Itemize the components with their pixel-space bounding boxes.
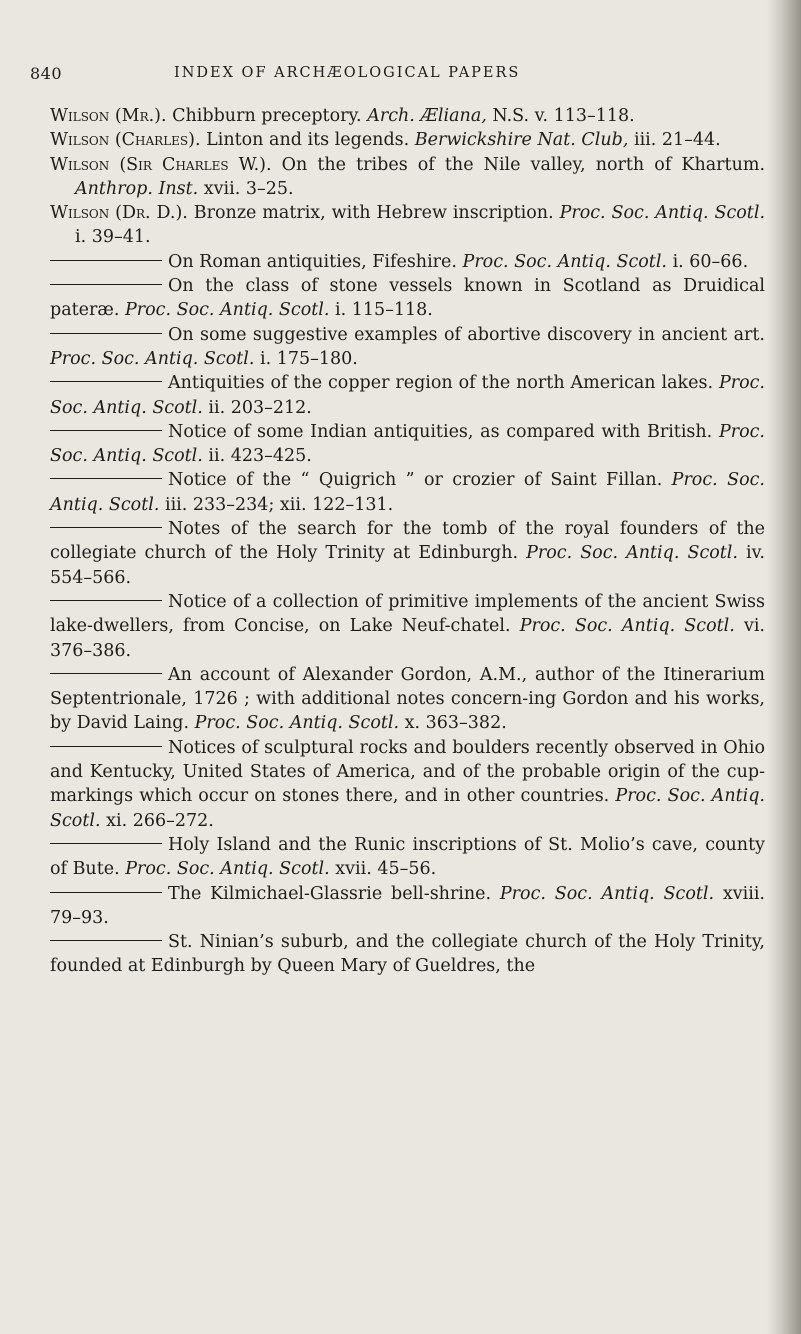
index-entry — [50, 201, 766, 250]
index-entry — [50, 882, 765, 931]
index-entry — [50, 128, 765, 152]
entry-title: On some suggestive examples of abortive discovery in ancient art. — [168, 324, 765, 345]
ditto-dash — [50, 940, 162, 941]
entry-source: Proc. Soc. Antiq. Scotl. — [50, 470, 765, 515]
running-title: INDEX OF ARCHÆOLOGICAL PAPERS — [174, 65, 521, 81]
entry-title: Holy Island and the Runic inscriptions of St. Molio’s cave, county of Bute. — [50, 834, 765, 880]
index-entry — [50, 104, 765, 128]
page-number: 840 — [30, 64, 63, 83]
ditto-dash — [50, 746, 162, 747]
entry-ref: iii. 21–44. — [633, 130, 721, 151]
entry-title: Notices of sculptural rocks and boulders recently observed in Ohio and Kentucky, United States of America, and of the probable origin of the cup-markings which occur on stones there, and in other countries. — [50, 737, 765, 807]
index-entry — [50, 590, 765, 663]
entry-title: An account of Alexander Gordon, A.M., author of the Itinerarium Septentrionale, 1726 ; with additional notes concern-ing Gordon and his works, by David Laing. — [50, 664, 765, 734]
entry-ref: ii. 203–212. — [208, 397, 312, 418]
entry-source: Arch. Æliana, — [367, 106, 487, 126]
index-entry — [50, 833, 765, 882]
entry-ref: iii. 233–234; xii. 122–131. — [164, 494, 394, 515]
ditto-dash — [50, 381, 162, 382]
entry-title: On the class of stone vessels known in Scotland as Druidical pateræ. — [50, 276, 765, 321]
entry-ref: xvii. 45–56. — [335, 859, 437, 880]
index-entry — [50, 153, 766, 202]
ditto-dash — [50, 284, 162, 285]
entry-ref: ii. 423–425. — [208, 446, 312, 467]
entry-ref: N.S. v. 113–118. — [492, 106, 635, 126]
entry-ref: i. 60–66. — [672, 251, 749, 272]
entry-source: Proc. Soc. Antiq. Scotl. — [50, 348, 255, 369]
ditto-dash — [50, 843, 162, 844]
entry-title: Antiquities of the copper region of the north American lakes. — [168, 373, 714, 394]
entry-source: Anthrop. Inst. — [75, 178, 199, 199]
index-entry — [50, 274, 765, 323]
entry-source: Proc. Soc. Antiq. Scotl. — [194, 713, 400, 734]
entry-source: Proc. Soc. Antiq. Scotl. — [526, 543, 738, 564]
entry-ref: xi. 266–272. — [106, 810, 214, 831]
index-entry — [50, 517, 765, 590]
entry-source: Proc. Soc. Antiq. Scotl. — [125, 859, 330, 880]
index-entry — [50, 371, 765, 420]
entry-source: Proc. Soc. Antiq. Scotl. — [462, 251, 667, 272]
entry-title: Notice of some Indian antiquities, as compared with British. — [168, 421, 713, 442]
entry-title: Linton and its legends. — [206, 130, 410, 151]
entry-author: Wilson (Mr.). — [50, 106, 167, 126]
entry-title: Notes of the search for the tomb of the royal founders of the collegiate church of the Holy Trinity at Edinburgh. — [50, 519, 765, 564]
entry-ref: iv. 554–566. — [50, 543, 765, 588]
index-entry — [50, 930, 765, 979]
ditto-dash — [50, 600, 162, 601]
entry-source: Proc. Soc. Antiq. Scotl. — [559, 203, 766, 224]
index-entry — [50, 420, 765, 469]
index-entry — [50, 250, 765, 274]
ditto-dash — [50, 260, 162, 261]
entry-title: Chibburn preceptory. — [172, 106, 362, 126]
entry-ref: xviii. 79–93. — [50, 883, 765, 928]
entry-source: Proc. Soc. Antiq. Scotl. — [124, 300, 330, 321]
entry-source: Proc. Soc. Antiq. Scotl. — [50, 786, 765, 831]
entry-ref: i. 175–180. — [260, 348, 358, 369]
entry-source: Proc. Soc. Antiq. Scotl. — [50, 373, 765, 418]
entry-title: Notice of the “ Quigrich ” or crozier of Saint Fillan. — [168, 470, 663, 491]
entry-ref: i. 39–41. — [75, 227, 151, 248]
page-header — [0, 64, 801, 88]
index-entry — [50, 736, 765, 833]
entry-ref: i. 115–118. — [335, 300, 433, 321]
entry-source: Berwickshire Nat. Club, — [414, 130, 629, 151]
index-entry — [50, 468, 765, 517]
entry-title: St. Ninian’s suburb, and the collegiate church of the Holy Trinity, founded at Edinburgh by Queen Mary of Gueldres, the — [50, 932, 765, 977]
entry-author: Wilson (Charles). — [50, 130, 201, 151]
index-entries — [50, 104, 765, 979]
entry-title: Notice of a collection of primitive implements of the ancient Swiss lake-dwellers, from Concise, on Lake Neuf-chatel. — [50, 591, 765, 637]
entry-title: The Kilmichael-Glassrie bell-shrine. — [168, 883, 492, 904]
entry-author: Wilson (Sir Charles W.). — [50, 154, 272, 175]
ditto-dash — [50, 430, 162, 431]
entry-source: Proc. Soc. Antiq. Scotl. — [519, 616, 735, 637]
entry-ref: x. 363–382. — [404, 713, 507, 734]
ditto-dash — [50, 333, 162, 334]
entry-source: Proc. Soc. Antiq. Scotl. — [50, 421, 765, 467]
ditto-dash — [50, 892, 162, 893]
entry-author: Wilson (Dr. D.). — [50, 203, 188, 224]
entry-ref: xvii. 3–25. — [203, 178, 294, 199]
entry-source: Proc. Soc. Antiq. Scotl. — [499, 883, 715, 904]
index-entry — [50, 663, 765, 736]
entry-title: On Roman antiquities, Fifeshire. — [168, 251, 457, 272]
ditto-dash — [50, 673, 162, 674]
ditto-dash — [50, 527, 162, 528]
entry-title: Bronze matrix, with Hebrew inscription. — [193, 203, 554, 224]
ditto-dash — [50, 478, 162, 479]
index-entry — [50, 323, 765, 372]
entry-title: On the tribes of the Nile valley, north of Khartum. — [281, 154, 766, 175]
page-edge-shadow — [767, 0, 801, 1334]
entry-ref: vi. 376–386. — [50, 616, 765, 661]
